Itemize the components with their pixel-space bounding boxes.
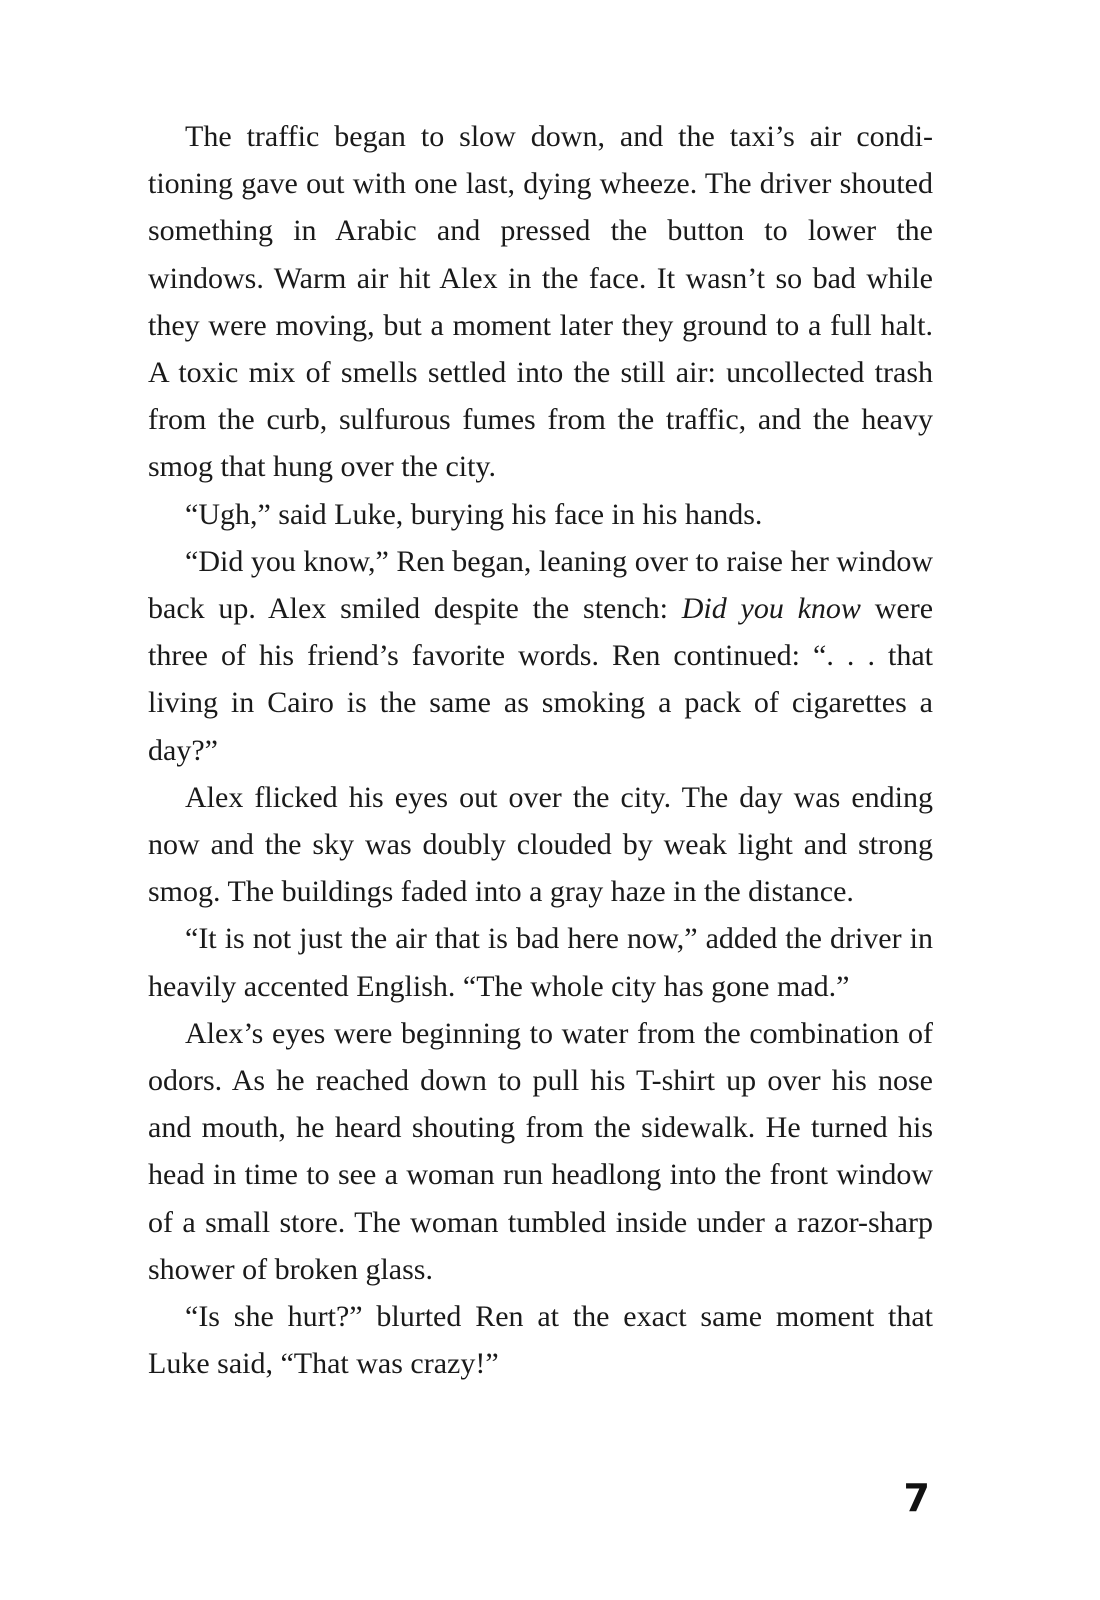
paragraph-4	[148, 774, 933, 916]
paragraph-text: “Ugh,” said Luke, burying his face in his hands.	[185, 497, 763, 531]
paragraph-7	[148, 1293, 933, 1387]
paragraph-text: “Did you know,” Ren began, leaning over to raise her window back up. Alex smiled despite the stench:	[148, 544, 933, 626]
paragraph-6	[148, 1010, 933, 1293]
page-number: 7	[903, 1476, 930, 1520]
paragraph-3	[148, 538, 933, 774]
paragraph-5	[148, 915, 933, 1009]
paragraph-text: “Is she hurt?” blurted Ren at the exact same moment that Luke said, “That was crazy!”	[148, 1300, 933, 1381]
paragraph-text: were three of his friend’s favorite words. Ren continued: “. . . that living in Cairo is the same as smoking a pack of cigarettes a day?”	[148, 592, 934, 767]
paragraph-text: “It is not just the air that is bad here now,” added the driver in heavily accented English. “The whole city has gone mad.”	[148, 922, 933, 1003]
paragraph-1	[148, 113, 933, 491]
italic-phrase: Did you know	[681, 592, 861, 626]
paragraph-text: Alex flicked his eyes out over the city. The day was ending now and the sky was doubly clouded by weak light and strong smog. The buildings faded into a gray haze in the distance.	[148, 780, 933, 909]
paragraph-2	[148, 491, 933, 538]
body-text	[148, 113, 933, 1387]
paragraph-text: Alex’s eyes were beginning to water from the combination of odors. As he reached down to pull his T-shirt up over his nose and mouth, he heard shouting from the sidewalk. He turned his head in time to see a woman run headlong into the front window of a small store. The woman tumbled inside under a razor-sharp shower of broken glass.	[148, 1016, 933, 1286]
paragraph-text: The traffic began to slow down, and the taxi’s air conditioning gave out with one last, dying wheeze. The driver shouted something in Arabic and pressed the button to lower the windows. Warm air hit Alex in the face. It wasn’t so bad while they were moving, but a moment later they ground to a full halt. A toxic mix of smells settled into the still air: uncollected trash from the curb, sulfurous fumes from the traffic, and the heavy smog that hung over the city.	[148, 120, 933, 484]
